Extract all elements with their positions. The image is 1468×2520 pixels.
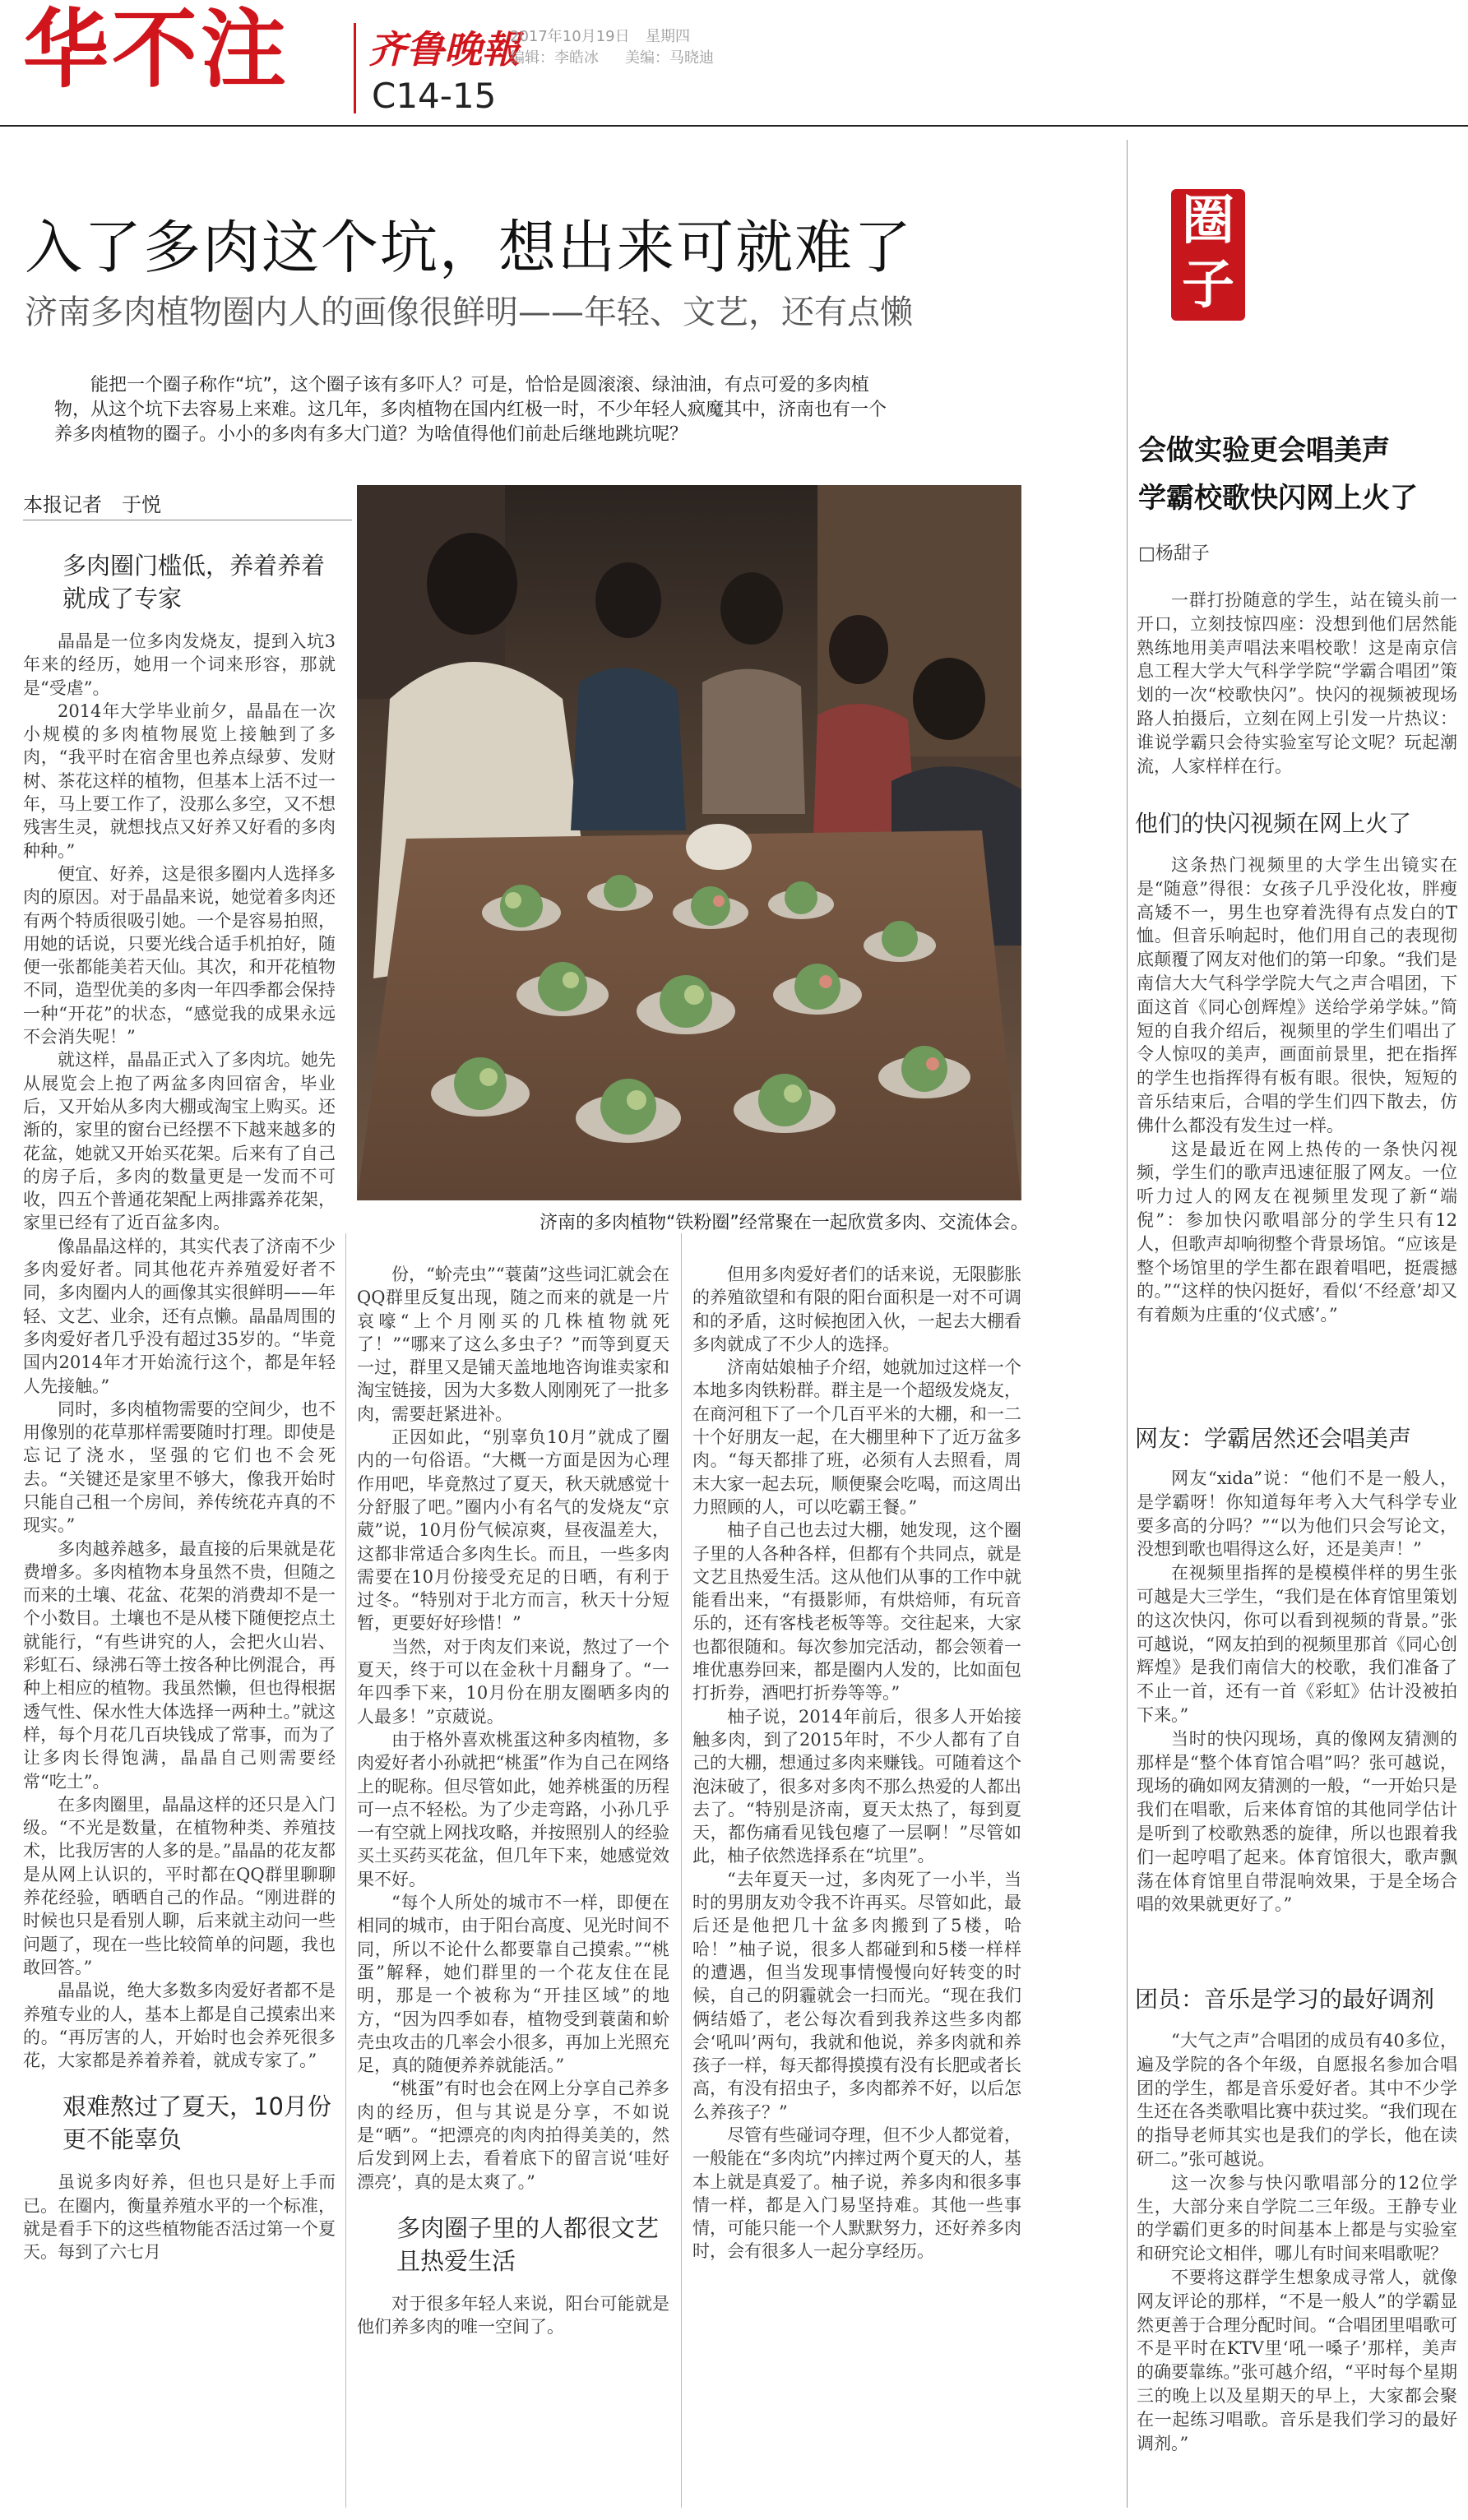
paragraph: 正因如此，“别辜负10月”就成了圈内的一句俗语。“大概一方面是因为心理作用吧，毕竟熬过了夏天，秋天就感觉十分舒服了吧。”圈内小有名气的发烧友“京葳”说，10月份气候凉爽，昼夜温差大，这都非常适合多肉生长。而且，一些多肉需要在10月份接受充足的日晒，有利于过冬。“特别对于北方而言，秋天十分短暂，更要好好珍惜！” (357, 1427, 669, 1634)
section-title: 华不注 (23, 0, 290, 99)
paragraph: 多肉越养越多，最直接的后果就是花费增多。多肉植物本身虽然不贵，但随之而来的土壤、花盆、花架的消费却不是一个小数目。土壤也不是从楼下随便挖点土就能行，“有些讲究的人，会把火山岩、彩虹石、绿沸石等土按各种比例混合，再种上相应的植物。我虽然懒，但也得根据透气性、保水性大体选择一两种土。”就这样，每个月花几百块钱成了常事，而为了让多肉长得饱满，晶晶自己则需要经常“吃土”。 (23, 1538, 336, 1792)
article-photo (357, 485, 1021, 1200)
paragraph: 晶晶是一位多肉发烧友，提到入坑3年来的经历，她用一个词来形容，那就是“受虐”。 (23, 631, 336, 698)
paragraph: 当时的快闪现场，真的像网友猜测的那样是“整个体育馆合唱”吗？张可越说，现场的确如网友猜测的一般，“一开始只是我们在唱歌，后来体育馆的其他同学估计是听到了校歌熟悉的旋律，所以也跟着我们一起哼唱了起来。体育馆很大，歌声飘荡在体育馆里自带混响效果，于是全场合唱的效果就更好了。” (1137, 1728, 1457, 1915)
article-column-1 (23, 533, 336, 2264)
column-text (23, 630, 336, 2072)
sidebar-paragraph: 一群打扮随意的学生，站在镜头前一开口，立刻技惊四座：没想到他们居然能熟练地用美声唱法来唱校歌！这是南京信息工程大学大气科学学院“学霸合唱团”策划的一次“校歌快闪”。快闪的视频被现场路人拍摄后，立刻在网上引发一片热议：谁说学霸只会待实验室写论文呢？玩起潮流，人家样样在行。 (1137, 590, 1457, 776)
article-column-3 (692, 1263, 1021, 2263)
paragraph: 份，“蚧壳虫”“蓑菌”这些词汇就会在QQ群里反复出现，随之而来的就是一片哀嚎“上个月刚买的几株植物就死了！”“哪来了这么多虫子？”而等到夏天一过，群里又是铺天盖地地咨询谁卖家和淘宝链接，因为大多数人刚刚死了一批多肉，需要赶紧进补。 (357, 1265, 669, 1424)
article-column-2 (357, 1263, 669, 2338)
paragraph: 便宜、好养，这是很多圈内人选择多肉的原因。对于晶晶来说，她觉着多肉还有两个特质很吸引她。一个是容易拍照，用她的话说，只要光线合适手机拍好，随便一张都能美若天仙。其次，和开花植物不同，造型优美的多肉一年四季都会保持一种“开花”的状态，“感觉我的成果永远不会消失呢！” (23, 863, 336, 1047)
section-heading: 多肉圈门槛低，养着养着就成了专家 (63, 552, 326, 613)
paragraph: 同时，多肉植物需要的空间少，也不用像别的花草那样需要随时打理。即使是忘记了浇水，坚强的它们也不会死去。“关键还是家里不够大，像我开始时只能自己租一个房间，养传统花卉真的不现实。” (23, 1399, 336, 1536)
badge-char: 子 (1182, 255, 1234, 316)
paragraph: 像晶晶这样的，其实代表了济南不少多肉爱好者。同其他花卉养殖爱好者不同，多肉圈内人的画像其实很鲜明——年轻、文艺、业余，还有点懒。晶晶周围的多肉爱好者几乎没有超过35岁的。“毕竟国内2014年才开始流行这个，都是年轻人先接触。” (23, 1236, 336, 1396)
paragraph: 这条热门视频里的大学生出镜实在是“随意”得很：女孩子几乎没化妆，胖瘦高矮不一，男生也穿着洗得有点发白的T恤。但音乐响起时，他们用自己的表现彻底颠覆了网友对他们的第一印象。“我们是南信大大气科学学院大气之声合唱团，下面这首《同心创辉煌》送给学弟学妹。”简短的自我介绍后，视频里的学生们唱出了令人惊叹的美声，画面前景里，把在指挥的学生也指挥得有板有眼。很快，短短的音乐结束后，合唱的学生们四下散去，仿佛什么都没有发生过一样。 (1137, 855, 1457, 1135)
paragraph: 对于很多年轻人来说，阳台可能就是他们养多肉的唯一空间了。 (357, 2293, 669, 2337)
sidebar-subheading: 团员：音乐是学习的最好调剂 (1135, 1986, 1435, 2013)
paragraph: 这一次参与快闪歌唱部分的12位学生，大部分来自学院二三年级。王静专业的学霸们更多的时间基本上都是与实验室和研究论文相伴，哪儿有时间来唱歌呢？ (1137, 2172, 1457, 2264)
art-editor-credit: 美编：马晓迪 (625, 49, 714, 67)
column-badge (1171, 189, 1245, 321)
paragraph: 就这样，晶晶正式入了多肉坑。她先从展览会上抱了两盆多肉回宿舍，毕业后，又开始从多肉大棚或淘宝上购买。还渐的，家里的窗台已经摆不下越来越多的花盆，她就又开始买花架。后来有了自己的房子后，多肉的数量更是一发而不可收，四五个普通花架配上两排露养花架，家里已经有了近百盆多肉。 (23, 1050, 336, 1233)
page-number: C14-15 (372, 76, 497, 116)
column-text (357, 2292, 669, 2339)
article-byline: 本报记者 于悦 (23, 493, 161, 516)
section-heading: 艰难熬过了夏天，10月份更不能辜负 (63, 2092, 331, 2154)
masthead-divider (354, 23, 356, 113)
sidebar-text (1137, 853, 1457, 1327)
article-headline: 入了多肉这个坑，想出来可就难了 (25, 214, 913, 281)
sidebar-divider (1127, 140, 1128, 2508)
paragraph: 但用多肉爱好者们的话来说，无限膨胀的养殖欲望和有限的阳台面积是一对不可调和的矛盾，这时候抱团入伙，一起去大棚看多肉就成了不少人的选择。 (692, 1265, 1021, 1354)
masthead-rule (0, 125, 1468, 127)
paragraph: “桃蛋”有时也会在网上分享自己养多肉的经历，但与其说是分享，不如说是“晒”。“把漂亮的肉肉拍得美美的，然后发到网上去，看着底下的留言说‘哇好漂亮’，真的是太爽了。” (357, 2078, 669, 2192)
column-divider (681, 1233, 682, 2508)
paragraph: 网友“xida”说：“他们不是一般人，是学霸呀！你知道每年考入大气科学专业要多高的分吗？”“以为他们只会写论文，没想到歌也唱得这么好，还是美声！” (1137, 1468, 1457, 1560)
paragraph: 在多肉圈里，晶晶这样的还只是入门级。“不光是数量，在植物种类、养殖技术，比我厉害的人多的是。”晶晶的花友都是从网上认识的，平时都在QQ群里聊聊养花经验，晒晒自己的作品。“刚进群的时候也只是看别人聊，后来就主动问一些问题了，现在一些比较简单的问题，我也敢回答。” (23, 1794, 336, 1977)
sidebar-text (1137, 1467, 1457, 1917)
sidebar-subheading: 网友：学霸居然还会唱美声 (1135, 1425, 1412, 1452)
sidebar-subheading: 他们的快闪视频在网上火了 (1135, 810, 1412, 837)
article-subheadline: 济南多肉植物圈内人的画像很鲜明——年轻、文艺，还有点懒 (25, 294, 913, 331)
paragraph: 当然，对于肉友们来说，熬过了一个夏天，终于可以在金秋十月翻身了。“一年四季下来，10月份在朋友圈晒多肉的人最多！”京葳说。 (357, 1636, 669, 1727)
issue-weekday: 星期四 (646, 28, 690, 45)
paragraph: 这是最近在网上热传的一条快闪视频，学生们的歌声迅速征服了网友。一位听力过人的网友在视频里发现了新“端倪”：参加快闪歌唱部分的学生只有12人，但歌声却响彻整个背景场馆。“应该是整个场馆里的学生都在跟着唱吧，挺震撼的。”“这样的快闪挺好，看似‘不经意’却又有着颇为庄重的‘仪式感’。” (1137, 1139, 1457, 1325)
paragraph: “去年夏天一过，多肉死了一小半，当时的男朋友劝令我不许再买。尽管如此，最后还是他把几十盆多肉搬到了5楼，哈哈！”柚子说，很多人都碰到和5楼一样样的遭遇，但当发现事情慢慢向好转变的时候，自己的阴霾就会一扫而光。“现在我们俩结婚了，老公每次看到我养这些多肉都会‘吼叫’两句，我就和他说，养多肉就和养孩子一样，每天都得摸摸有没有长肥或者长高，有没有招虫子，多肉都养不好，以后怎么养孩子？” (692, 1869, 1021, 2122)
column-text (692, 1263, 1021, 2263)
paragraph: 2014年大学毕业前夕，晶晶在一次小规模的多肉植物展览上接触到了多肉，“我平时在宿舍里也养点绿萝、发财树、茶花这样的植物，但基本上活不过一年，马上要工作了，没那么多空，又不想残害生灵，就想找点又好养又好看的多肉种种。” (23, 701, 336, 861)
sidebar-headline-line2: 学霸校歌快闪网上火了 (1138, 482, 1418, 515)
paragraph: 尽管有些碰词夺理，但不少人都觉着，一般能在“多肉坑”内摔过两个夏天的人，基本上就是真爱了。柚子说，养多肉和很多事情一样，都是入门易坚持难。其他一些事情，可能只能一个人默默努力，还好养多肉时，会有很多人一起分享经历。 (692, 2125, 1021, 2262)
sidebar-byline: □杨甜子 (1138, 543, 1210, 564)
column-text (23, 2171, 336, 2263)
issue-date: 2017年10月19日 (510, 28, 630, 45)
column-text (357, 1263, 669, 2194)
photo-succulent-gathering (357, 485, 1021, 1200)
sidebar-headline-line1: 会做实验更会唱美声 (1138, 434, 1390, 467)
paragraph: 晶晶说，绝大多数多肉爱好者都不是养殖专业的人，基本上都是自己摸索出来的。“再厉害的人，开始时也会养死很多花，大家都是养着养着，就成专家了。” (23, 1981, 336, 2071)
newspaper-name: 齐鲁晚報 (368, 27, 520, 72)
paragraph: 柚子自己也去过大棚，她发现，这个圈子里的人各种各样，但都有个共同点，就是文艺且热爱生活。这从他们从事的工作中就能看出来，“有摄影师，有烘焙师，有玩音乐的，还有客栈老板等等。交往起来，大家也都很随和。每次参加完活动，都会领着一堆优惠券回来，都是圈内人发的，比如面包打折券，酒吧打折券等等。” (692, 1520, 1021, 1704)
paragraph: 在视频里指挥的是模模伴样的男生张可越是大三学生，“我们是在体育馆里策划的这次快闪，你可以看到视频的背景。”张可越说，“网友拍到的视频里那首《同心创辉煌》是我们南信大的校歌，我们准备了不止一首，还有一首《彩虹》估计没被拍下来。” (1137, 1563, 1457, 1725)
sidebar-text (1137, 2029, 1457, 2455)
section-heading: 多肉圈子里的人都很文艺且热爱生活 (396, 2213, 660, 2275)
paragraph: “大气之声”合唱团的成员有40多位，遍及学院的各个年级，自愿报名参加合唱团的学生，都是音乐爱好者。其中不少学生还在各类歌唱比赛中获过奖。“我们现在的指导老师其实也是我们的学长，他在读研二。”张可越说。 (1137, 2031, 1457, 2169)
paragraph: 虽说多肉好养，但也只是好上手而已。在圈内，衡量养殖水平的一个标准，就是看手下的这些植物能否活过第一个夏天。每到了六七月 (23, 2172, 336, 2263)
article-lead: 能把一个圈子称作“坑”，这个圈子该有多吓人？可是，恰恰是圆滚滚、绿油油，有点可爱的多肉植物，从这个坑下去容易上来难。这几年，多肉植物在国内红极一时，不少年轻人疯魔其中，济南也有一个养多肉植物的圈子。小小的多肉有多大门道？为啥值得他们前赴后继地跳坑呢？ (54, 375, 887, 445)
badge-char: 圈 (1182, 191, 1234, 252)
paragraph: “每个人所处的城市不一样，即便在相同的城市，由于阳台高度、见光时间不同，所以不论什么都要靠自己摸索。”“桃蛋”解释，她们群里的一个花友住在昆明，那是一个被称为“开挂区域”的地方，“因为四季如春，植物受到蓑菌和蚧壳虫攻击的几率会小很多，再加上光照充足，真的随便养养就能活。” (357, 1893, 669, 2076)
paragraph: 济南姑娘柚子介绍，她就加过这样一个本地多肉铁粉群。群主是一个超级发烧友，在商河租下了一个几百平米的大棚，和一二十个好朋友一起，在大棚里种下了近万盆多肉。“每天都排了班，必须有人去照看，周末大家一起去玩，顺便聚会吃喝，而这周出力照顾的人，可以吃霸王餐。” (692, 1357, 1021, 1517)
paragraph: 柚子说，2014年前后，很多人开始接触多肉，到了2015年时，不少人都有了自己的大棚，想通过多肉来赚钱。可随着这个泡沫破了，很多对多肉不那么热爱的人都出去了。“特别是济南，夏天太热了，每到夏天，都伤痛看见钱包瘪了一层啊！”尽管如此，柚子依然选择系在“坑里”。 (692, 1706, 1021, 1866)
editor-credit: 编辑：李皓冰 (510, 49, 599, 67)
column-divider (345, 1233, 346, 2508)
paragraph: 不要将这群学生想象成寻常人，就像网友评论的那样，“不是一般人”的学霸显然更善于合理分配时间。“合唱团里唱歌可不是平时在KTV里‘吼一嗓子’那样，美声的确要靠练。”张可越介绍，“平时每个星期三的晚上以及星期天的早上，大家都会聚在一起练习唱歌。音乐是我们学习的最好调剂。” (1137, 2267, 1457, 2453)
photo-caption: 济南的多肉植物“铁粉圈”经常聚在一起欣赏多肉、交流体会。 (540, 1213, 1029, 1233)
sidebar-intro (1137, 589, 1457, 778)
paragraph: 由于格外喜欢桃蛋这种多肉植物，多肉爱好者小孙就把“桃蛋”作为自己在网络上的昵称。但尽管如此，她养桃蛋的历程可一点不轻松。为了少走弯路，小孙几乎一有空就上网找攻略，并按照别人的经验买土买药买花盆，但几年下来，她感觉效果不好。 (357, 1729, 669, 1889)
